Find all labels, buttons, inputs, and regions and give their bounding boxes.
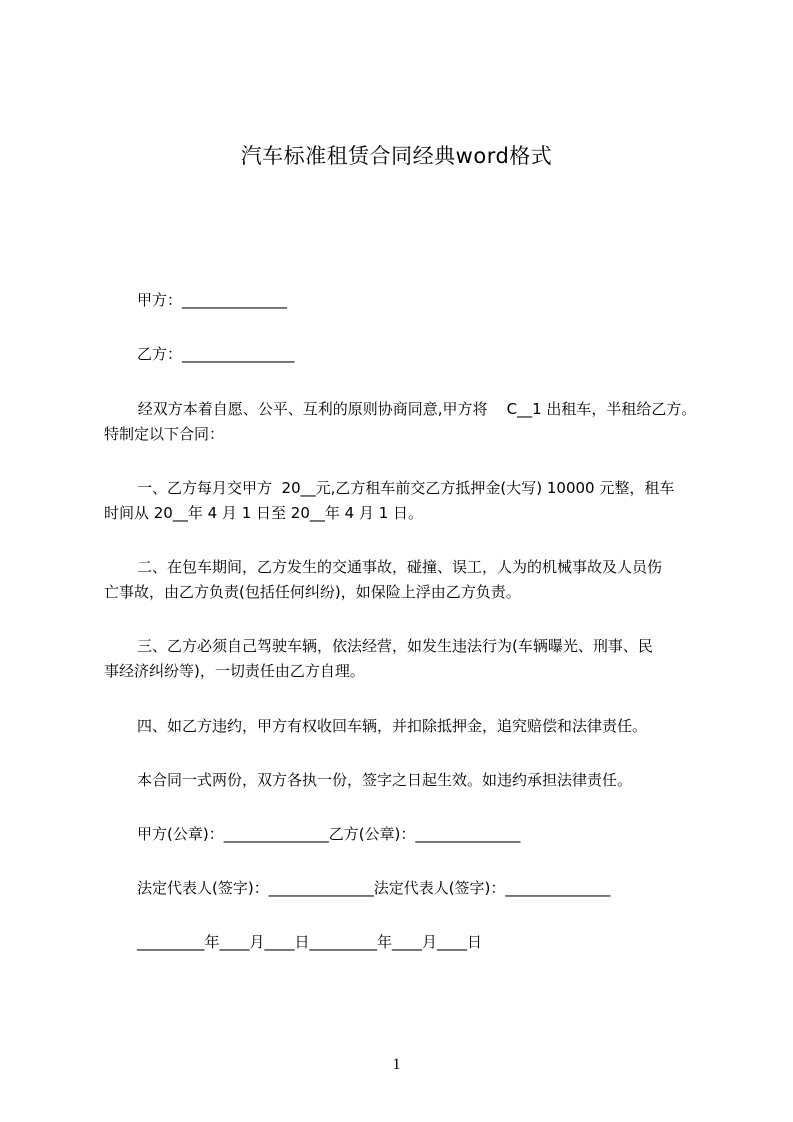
document-title: 汽车标准租赁合同经典word格式 <box>240 144 553 168</box>
clause-3-line-1: 三、乙方必须自己驾驶车辆，依法经营，如发生违法行为(车辆曝光、刑事、民 <box>137 637 653 655</box>
clause-1-line-2: 时间从 20__年 4 月 1 日至 20__年 4 月 1 日。 <box>104 504 424 522</box>
seal-line: 甲方(公章)：______________乙方(公章)：______________ <box>137 825 521 843</box>
intro-line-2: 特制定以下合同： <box>104 425 225 443</box>
clause-4-line: 四、如乙方违约，甲方有权收回车辆，并扣除抵押金，追究赔偿和法律责任。 <box>137 717 648 735</box>
page-number: 1 <box>392 1056 401 1073</box>
clause-1-line-1: 一、乙方每月交甲方 20__元,乙方租车前交乙方抵押金(大写) 10000 元整，租车 <box>137 479 675 497</box>
representative-line: 法定代表人(签字)：______________法定代表人(签字)：______________ <box>137 879 611 897</box>
clause-2-line-1: 二、在包车期间，乙方发生的交通事故，碰撞、误工，人为的机械事故及人员伤 <box>137 558 663 576</box>
date-line: _________年____月____日_________年____月____日 <box>137 933 483 951</box>
intro-line-1: 经双方本着自愿、公平、互利的原则协商同意,甲方将 C__1 出租车，半租给乙方。 <box>133 400 697 418</box>
effect-line: 本合同一式两份，双方各执一份，签字之日起生效。如违约承担法律责任。 <box>137 771 633 789</box>
clause-3-line-2: 事经济纠纷等)，一切责任由乙方自理。 <box>104 662 365 680</box>
party-a-line: 甲方：______________ <box>137 291 288 309</box>
clause-2-line-2: 亡事故，由乙方负责(包括任何纠纷)，如保险上浮由乙方负责。 <box>104 583 521 601</box>
party-b-line: 乙方：_______________ <box>137 345 295 363</box>
